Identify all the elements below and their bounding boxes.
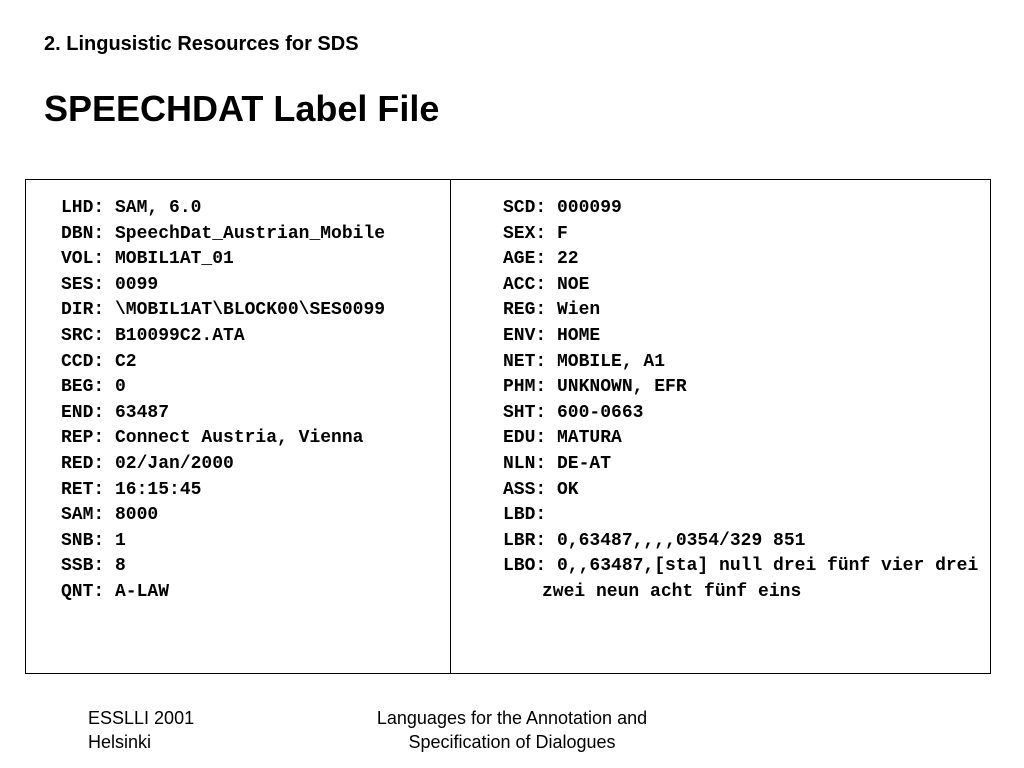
field-qnt: QNT: A-LAW: [61, 581, 170, 602]
field-src: SRC: B10099C2.ATA: [61, 325, 245, 346]
field-ccd: CCD: C2: [61, 351, 137, 372]
footer-course-title: [340, 706, 684, 754]
field-acc: ACC: NOE: [503, 274, 590, 295]
field-env: ENV: HOME: [503, 325, 601, 346]
label-file-right-column: [451, 180, 990, 673]
label-file-left-column: [26, 180, 451, 673]
field-rep: REP: Connect Austria, Vienna: [61, 428, 364, 449]
field-lbd: LBD:: [503, 505, 547, 526]
field-dbn: DBN: SpeechDat_Austrian_Mobile: [61, 223, 386, 244]
field-reg: REG: Wien: [503, 300, 601, 321]
field-snb: SNB: 1: [61, 530, 126, 551]
field-ass: ASS: OK: [503, 479, 579, 500]
field-ssb: SSB: 8: [61, 556, 126, 577]
field-lbr: LBR: 0,63487,,,,0354/329 851: [503, 530, 806, 551]
field-vol: VOL: MOBIL1AT_01: [61, 249, 234, 270]
field-age: AGE: 22: [503, 249, 579, 270]
field-net: NET: MOBILE, A1: [503, 351, 666, 372]
slide-title: SPEECHDAT Label File: [44, 88, 440, 129]
field-ses: SES: 0099: [61, 274, 159, 295]
field-red: RED: 02/Jan/2000: [61, 453, 234, 474]
footer-course-line1: Languages for the Annotation and: [376, 708, 648, 728]
field-beg: BEG: 0: [61, 377, 126, 398]
field-lbo: LBO: 0,,63487,[sta] null drei fünf vier drei zwei neun acht fünf eins: [503, 556, 990, 602]
field-scd: SCD: 000099: [503, 198, 622, 218]
footer-event: [88, 706, 194, 754]
label-file-table: [25, 179, 991, 674]
field-ret: RET: 16:15:45: [61, 479, 202, 500]
field-phm: PHM: UNKNOWN, EFR: [503, 377, 687, 398]
field-end: END: 63487: [61, 402, 170, 423]
field-dir: DIR: \MOBIL1AT\BLOCK00\SES0099: [61, 300, 386, 321]
footer-course-line2: Specification of Dialogues: [408, 732, 616, 752]
field-edu: EDU: MATURA: [503, 428, 622, 449]
footer-event-line2: Helsinki: [88, 732, 152, 752]
footer-event-line1: ESSLLI 2001: [88, 708, 195, 728]
field-lhd: LHD: SAM, 6.0: [61, 198, 202, 218]
field-sam: SAM: 8000: [61, 505, 159, 526]
field-sex: SEX: F: [503, 223, 568, 244]
field-nln: NLN: DE-AT: [503, 453, 612, 474]
field-sht: SHT: 600-0663: [503, 402, 644, 423]
section-heading: 2. Lingusistic Resources for SDS: [44, 33, 359, 55]
